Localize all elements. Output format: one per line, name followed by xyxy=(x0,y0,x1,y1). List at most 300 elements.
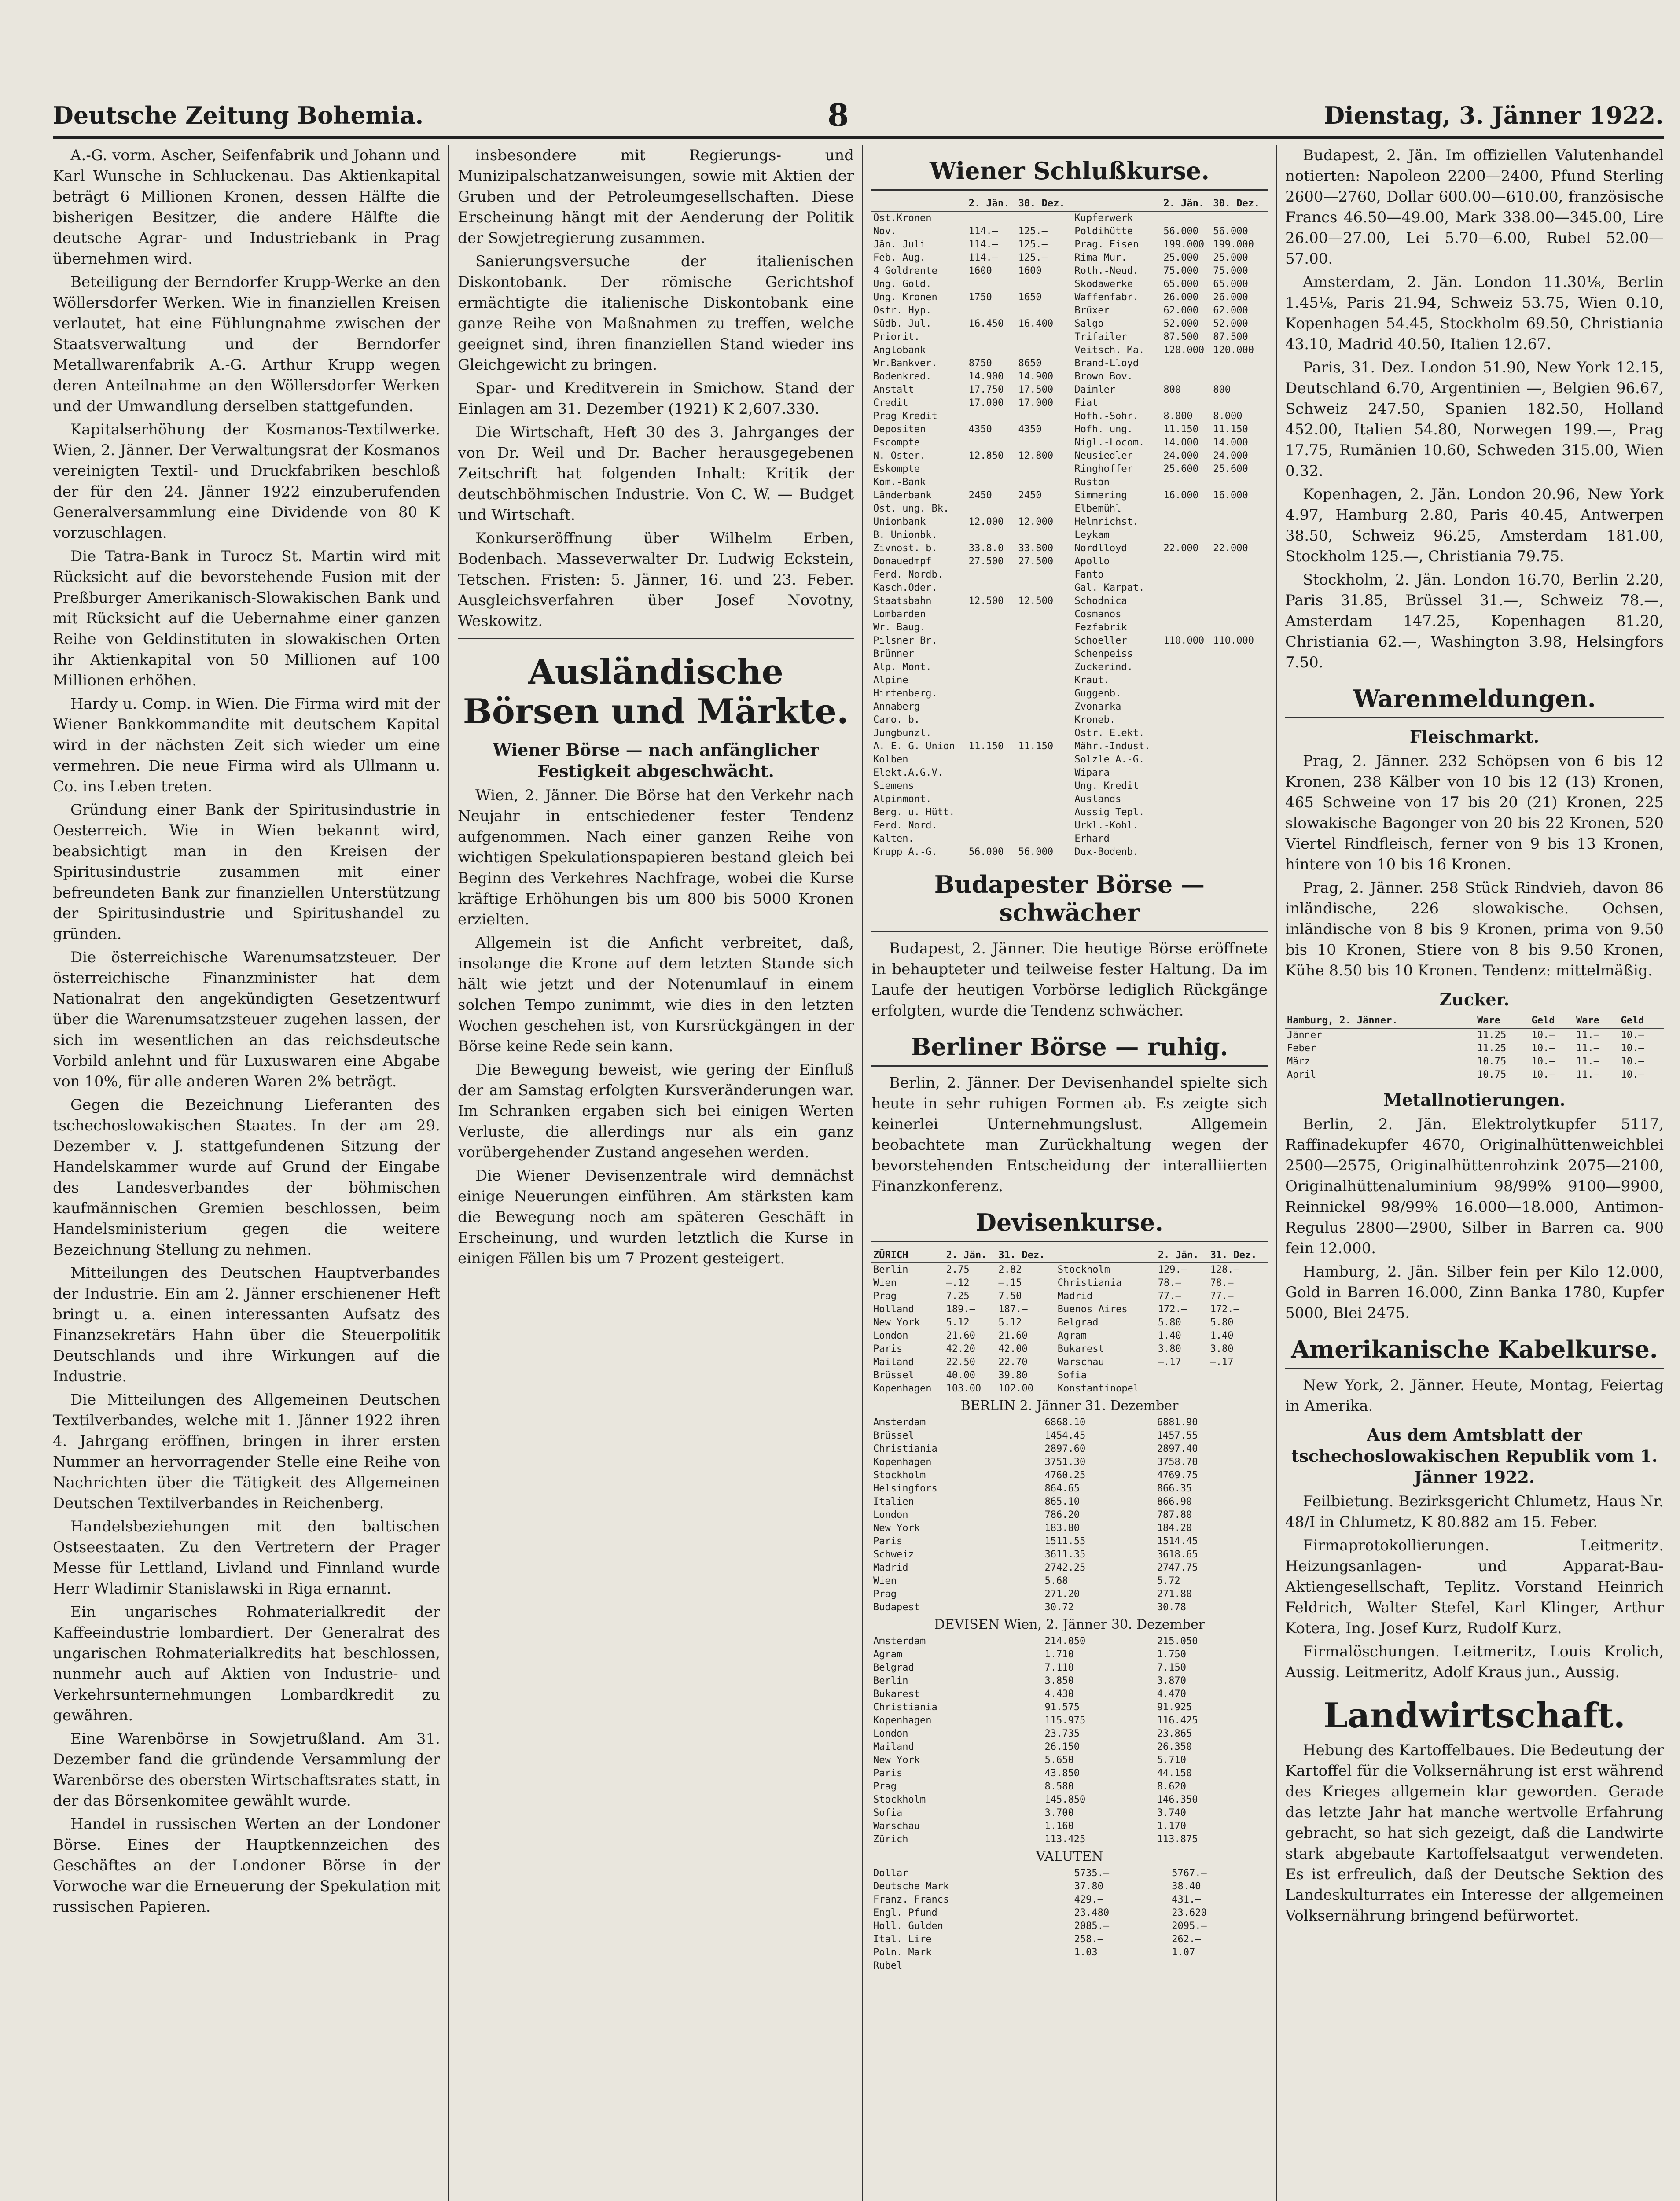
table-row xyxy=(871,832,1268,846)
table-row xyxy=(871,1688,1268,1701)
exchange-rates-heading: Devisenkurse. xyxy=(871,1208,1268,1242)
table-cell: Deutsche Mark xyxy=(873,1881,949,1892)
table-row xyxy=(871,1648,1268,1661)
table-row xyxy=(871,1416,1268,1429)
article-paragraph: Handelsbeziehungen mit den baltischen Ostseestaaten. Zu den Vertretern der Prager Messe für Lettland, Livland und Finnland wurde Herr Wladimir Stanislawski in Riga ernannt. xyxy=(53,1518,440,1597)
table-cell: 52.000 xyxy=(1163,318,1198,329)
vienna-exchange-report xyxy=(458,785,854,1269)
table-cell: 2747.75 xyxy=(1157,1562,1198,1573)
table-cell xyxy=(967,211,1017,225)
table-cell: Sofia xyxy=(873,1807,903,1818)
table-cell: 1600 xyxy=(1018,265,1042,276)
column-4 xyxy=(1285,145,1664,2201)
agriculture-heading: Landwirtschaft. xyxy=(1323,1696,1625,1736)
table-cell: 786.20 xyxy=(1044,1509,1080,1520)
table-cell: 56.000 xyxy=(1018,847,1054,858)
table-cell: Kopenhagen xyxy=(873,1457,932,1468)
table-cell xyxy=(967,819,1017,832)
table-cell: 3.700 xyxy=(1044,1807,1074,1818)
table-row xyxy=(871,370,1268,383)
table-cell: Ung. Gold. xyxy=(873,279,932,290)
table-cell: Ung. Kronen xyxy=(873,292,937,303)
table-cell: 7.25 xyxy=(946,1291,970,1302)
table-row xyxy=(871,568,1268,582)
table-cell xyxy=(1211,357,1268,370)
table-cell: 38.40 xyxy=(1172,1881,1201,1892)
berlin-exchange-heading: Berliner Börse — ruhig. xyxy=(871,1033,1268,1067)
table-cell: A. E. G. Union xyxy=(873,741,955,752)
table-cell: Ost. ung. Bk. xyxy=(873,503,949,514)
table-row xyxy=(871,1754,1268,1767)
table-cell: Berlin xyxy=(873,1675,908,1686)
table-row xyxy=(871,1277,1268,1290)
table-row xyxy=(871,1933,1268,1946)
table-row xyxy=(871,753,1268,766)
table-cell xyxy=(1017,727,1073,740)
foreign-exchange-reports xyxy=(1285,145,1664,673)
table-cell: Mailand xyxy=(873,1741,914,1752)
table-cell: 10.75 xyxy=(1477,1056,1507,1067)
table-cell: 6868.10 xyxy=(1044,1417,1086,1428)
table-row xyxy=(871,463,1268,476)
table-cell xyxy=(967,582,1017,595)
table-cell: 1.750 xyxy=(1157,1649,1186,1660)
table-cell xyxy=(1162,648,1211,661)
table-row xyxy=(1285,1042,1664,1055)
table-cell: 16.000 xyxy=(1163,490,1198,501)
table-cell: 8750 xyxy=(968,358,992,369)
column-rule xyxy=(862,145,863,2201)
vienna-closing-heading: Wiener Schlußkurse. xyxy=(871,157,1268,191)
valuten-heading: VALUTEN xyxy=(1036,1849,1103,1864)
article-paragraph: Die österreichische Warenumsatzsteuer. Der österreichische Finanzminister hat dem Nationalrat den angekündigten Gesetzentwurf über die Warenumsatzsteuer zugehen lassen, der sich im wesentlichen an das reichsdeutsche Vorbild anlehnt und für Luxuswaren eine Abgabe von 10%, für alle anderen Waren 2% beträgt. xyxy=(53,949,440,1090)
table-cell xyxy=(1162,476,1211,489)
table-cell: 1511.55 xyxy=(1044,1536,1086,1547)
table-cell: 1.07 xyxy=(1172,1947,1195,1958)
table-cell xyxy=(1162,806,1211,819)
table-cell: 21.60 xyxy=(998,1330,1028,1341)
table-cell: 65.000 xyxy=(1213,279,1248,290)
table-cell: 5.80 xyxy=(1210,1317,1234,1328)
table-cell: Ringhoffer xyxy=(1074,464,1133,475)
table-cell: Amsterdam xyxy=(873,1417,926,1428)
table-cell: 7.110 xyxy=(1044,1662,1074,1673)
table-row xyxy=(871,1807,1268,1820)
table-cell xyxy=(967,661,1017,674)
section-heading-foreign-markets: Ausländische Börsen und Märkte. xyxy=(463,652,849,732)
table-cell: Wipara xyxy=(1074,767,1110,778)
table-cell xyxy=(1211,687,1268,700)
table-row xyxy=(871,1382,1268,1395)
berlin-rates-heading: BERLIN 2. Jänner 31. Dezember xyxy=(960,1398,1179,1413)
table-header-cell xyxy=(871,197,967,211)
sugar-heading: Zucker. xyxy=(1439,990,1510,1009)
budapest-exchange-report: Budapest, 2. Jänner. Die heutige Börse eröffnete in behaupteter und teilweise fester Haltung. Da im Laufe der heutigen Vorbörse lediglich Rückgänge erfolgten, wurde die Tendenz schwächer. xyxy=(871,940,1268,1020)
table-cell: 87.500 xyxy=(1213,331,1248,342)
table-cell: 187.— xyxy=(998,1304,1028,1315)
table-row xyxy=(871,1482,1268,1495)
table-cell xyxy=(1017,278,1073,291)
table-cell: 2897.60 xyxy=(1044,1443,1086,1454)
gazette-notice: Feilbietung. Bezirksgericht Chlumetz, Haus Nr. 48/I in Chlumetz, K 80.882 am 15. Feber. xyxy=(1285,1493,1664,1531)
metal-report: Berlin, 2. Jän. Elektrolytkupfer 5117, Raffinadekupfer 4670, Originalhüttenweichblei 2500—2575, Originalhüttenrohzink 2075—2100, Originalhüttenaluminium 98/99% 9100—9900, Reinnickel 98/99% 16.000—18.000, Antimon-Regulus 2800—2900, Silber in Barren ca. 900 fein 12.000. xyxy=(1285,1115,1664,1257)
table-cell: 87.500 xyxy=(1163,331,1198,342)
table-cell: Siemens xyxy=(873,780,914,791)
table-header-cell: 30. Dez. xyxy=(1017,197,1073,211)
table-cell: 17.000 xyxy=(968,398,1004,409)
table-row xyxy=(871,846,1268,859)
berlin-exchange-report: Berlin, 2. Jänner. Der Devisenhandel spielte sich heute in sehr ruhigen Formen ab. Es zeigte sich keinerlei Unternehmungslust. Allgemein beobachtete man Zurückhaltung wegen der bevorstehenden Entscheidung der interalliierten Finanzkonferenz. xyxy=(871,1074,1268,1195)
table-cell: 5735.— xyxy=(1074,1868,1110,1879)
table-cell xyxy=(967,634,1017,648)
table-cell: 42.20 xyxy=(946,1343,975,1354)
table-cell: 24.000 xyxy=(1163,450,1198,461)
table-cell xyxy=(1162,582,1211,595)
table-cell: 30.72 xyxy=(1044,1602,1074,1613)
table-cell: 866.90 xyxy=(1157,1496,1192,1507)
table-cell: 5.710 xyxy=(1157,1755,1186,1766)
article-paragraph: Die Wirtschaft, Heft 30 des 3. Jahrganges der von Dr. Weil und Dr. Bacher herausgegebenen Zeitschrift hat folgenden Inhalt: Kritik der deutschböhmischen Industrie. Von C. W. — Budget und Wirtschaft. xyxy=(458,423,854,524)
table-cell: 12.850 xyxy=(968,450,1004,461)
table-row xyxy=(871,819,1268,832)
table-cell: 26.150 xyxy=(1044,1741,1080,1752)
page-number: 8 xyxy=(827,97,849,133)
budapest-exchange-heading: Budapester Börse — schwächer xyxy=(871,870,1268,932)
table-cell: 25.000 xyxy=(1163,252,1198,263)
table-cell: 25.000 xyxy=(1213,252,1248,263)
table-cell xyxy=(1211,753,1268,766)
table-cell xyxy=(967,410,1017,423)
table-cell: Christiania xyxy=(873,1443,937,1454)
table-cell xyxy=(1017,502,1073,515)
column-3 xyxy=(871,145,1268,2201)
table-cell: 3.80 xyxy=(1210,1343,1234,1354)
table-cell: 56.000 xyxy=(1163,226,1198,237)
table-cell: 22.000 xyxy=(1213,543,1248,554)
table-cell: 30.78 xyxy=(1157,1602,1186,1613)
table-cell: Stockholm xyxy=(1057,1264,1110,1275)
table-cell: Budapest xyxy=(873,1602,920,1613)
table-cell: 3.850 xyxy=(1044,1675,1074,1686)
table-cell: 262.— xyxy=(1172,1934,1201,1945)
table-row xyxy=(871,1780,1268,1793)
table-cell: Engl. Pfund xyxy=(873,1907,937,1918)
table-cell: 120.000 xyxy=(1163,345,1205,356)
table-row xyxy=(871,1601,1268,1614)
table-cell xyxy=(1017,648,1073,661)
table-row xyxy=(871,700,1268,714)
table-cell xyxy=(1162,211,1211,225)
table-cell: Amsterdam xyxy=(873,1636,926,1647)
table-cell: 787.80 xyxy=(1157,1509,1192,1520)
table-cell: 11.— xyxy=(1576,1056,1600,1067)
table-cell xyxy=(1017,766,1073,780)
table-cell xyxy=(1209,1382,1268,1395)
table-cell xyxy=(1017,700,1073,714)
table-cell xyxy=(1211,568,1268,582)
table-cell: 14.900 xyxy=(968,371,1004,382)
table-cell: Madrid xyxy=(1057,1291,1093,1302)
table-cell: Belgrad xyxy=(1057,1317,1099,1328)
table-row xyxy=(871,806,1268,819)
table-cell: 23.620 xyxy=(1172,1907,1207,1918)
article-paragraph: A.-G. vorm. Ascher, Seifenfabrik und Johann und Karl Wunsche in Schluckenau. Das Aktienkapital beträgt 6 Millionen Kronen, dessen Hälfte die bisherigen Besitzer, die andere Hälfte die deutsche Agrar- und Industriebank in Prag übernehmen wird. xyxy=(53,147,440,268)
table-cell: 5.12 xyxy=(998,1317,1022,1328)
table-cell xyxy=(1162,357,1211,370)
table-cell: Anglobank xyxy=(873,345,926,356)
table-cell xyxy=(1162,515,1211,529)
table-cell xyxy=(1162,687,1211,700)
table-cell: 125.— xyxy=(1018,239,1048,250)
table-cell: Kraut. xyxy=(1074,675,1110,686)
table-cell: Christiania xyxy=(1057,1277,1122,1288)
table-cell xyxy=(1162,621,1211,634)
table-cell: 11.— xyxy=(1576,1030,1600,1041)
table-cell: 116.425 xyxy=(1157,1715,1198,1726)
table-cell: 6881.90 xyxy=(1157,1417,1198,1428)
table-cell: 37.80 xyxy=(1074,1881,1103,1892)
table-cell: Dux-Bodenb. xyxy=(1074,847,1139,858)
table-cell: Paris xyxy=(873,1536,903,1547)
table-row xyxy=(871,476,1268,489)
table-cell: Ung. Kredit xyxy=(1074,780,1139,791)
table-cell: Paris xyxy=(873,1343,903,1354)
table-row xyxy=(1285,1055,1664,1068)
table-row xyxy=(871,1303,1268,1316)
article-paragraph: Gegen die Bezeichnung Lieferanten des tschechoslowakischen Staates. In der am 29. Dezember v. J. stattgefundenen Sitzung der Handelskammer wurde auf Grund der Eingabe des Landesverbandes der böhmischen kaufmännischen Gremien beschlossen, beim Handelsministerium gegen die weitere Bezeichnung Stellung zu nehmen. xyxy=(53,1096,440,1259)
table-cell: 42.00 xyxy=(998,1343,1028,1354)
table-cell xyxy=(1017,582,1073,595)
table-cell: 1.170 xyxy=(1157,1821,1186,1832)
table-header-cell: 2. Jän. xyxy=(967,197,1017,211)
table-row xyxy=(871,410,1268,423)
article-paragraph: Beteiligung der Berndorfer Krupp-Werke an den Wöllersdorfer Werken. Wie in finanziellen Kreisen verlautet, hat eine Fühlungnahme zwischen der Staatsverwaltung und der Berndorfer Metallwarenfabrik A.-G. Arthur Krupp wegen deren Anteilnahme an den Wöllersdorfer Werken und der Umwandlung derselben stattgefunden. xyxy=(53,273,440,415)
table-cell: Kroneb. xyxy=(1074,714,1116,725)
table-row xyxy=(871,542,1268,555)
exchange-report: Budapest, 2. Jän. Im offiziellen Valutenhandel notierten: Napoleon 2200—2400, Pfund Sterling 2600—2760, Dollar 600.00—610.00, französische Francs 46.50—49.00, Mark 338.00—345.00, Lire 26.00—27.00, Lei 5.70—6.00, Rubel 52.00—57.00. xyxy=(1285,147,1664,268)
table-cell: London xyxy=(873,1330,908,1341)
table-cell: 2450 xyxy=(968,490,992,501)
table-cell xyxy=(967,832,1017,846)
table-row xyxy=(871,502,1268,515)
table-cell: 1.03 xyxy=(1074,1947,1098,1958)
table-cell: 11.— xyxy=(1576,1043,1600,1054)
table-cell xyxy=(1162,780,1211,793)
table-cell: Wr. Baug. xyxy=(873,622,926,633)
table-cell: 26.000 xyxy=(1163,292,1198,303)
table-cell xyxy=(1211,648,1268,661)
table-cell xyxy=(967,793,1017,806)
table-cell: Italien xyxy=(873,1496,914,1507)
table-row xyxy=(871,238,1268,251)
table-cell: Daimler xyxy=(1074,384,1116,395)
table-header-cell: 31. Dez. xyxy=(996,1248,1055,1263)
table-cell: 199.000 xyxy=(1163,239,1205,250)
table-row xyxy=(871,1343,1268,1356)
table-cell: Jänner xyxy=(1287,1030,1322,1041)
table-cell: Südb. Jul. xyxy=(873,318,932,329)
table-cell xyxy=(1211,740,1268,753)
table-cell: Brüxer xyxy=(1074,305,1110,316)
issue-date: Dienstag, 3. Jänner 1922. xyxy=(1324,101,1664,129)
table-cell: 26.000 xyxy=(1213,292,1248,303)
vienna-exchange-heading: Wiener Börse — nach anfänglicher Festigkeit abgeschwächt. xyxy=(493,740,819,781)
table-cell: 5767.— xyxy=(1172,1868,1207,1879)
table-cell xyxy=(1211,515,1268,529)
table-cell: 1.710 xyxy=(1044,1649,1074,1660)
table-row xyxy=(871,1356,1268,1369)
table-cell xyxy=(967,608,1017,621)
table-cell: N.-Oster. xyxy=(873,450,926,461)
table-cell: Veitsch. Ma. xyxy=(1074,345,1145,356)
table-row xyxy=(871,423,1268,436)
table-header-cell: Hamburg, 2. Jänner. xyxy=(1285,1014,1475,1028)
table-cell xyxy=(1162,661,1211,674)
table-cell: 1454.45 xyxy=(1044,1430,1086,1441)
table-cell: 4.430 xyxy=(1044,1689,1074,1700)
table-cell: 33.800 xyxy=(1018,543,1054,554)
report-paragraph: Wien, 2. Jänner. Die Börse hat den Verkehr nach Neujahr in entschiedener fester Tendenz aufgenommen. Nach einer ganzen Reihe von wichtigen Spekulationspapieren bestand gleich bei Beginn des Verkehres Nachfrage, wobei die Kurse kräftige Erhöhungen bis um 800 bis 5000 Kronen erzielten. xyxy=(458,787,854,928)
table-row xyxy=(871,1946,1268,1959)
table-cell: 271.80 xyxy=(1157,1589,1192,1600)
table-cell: 77.— xyxy=(1210,1291,1234,1302)
table-header-cell: 30. Dez. xyxy=(1211,197,1268,211)
table-cell xyxy=(1162,819,1211,832)
article-paragraph: Eine Warenbörse in Sowjetrußland. Am 31. Dezember fand die gründende Versammlung der Warenbörse des obersten Wirtschaftsrates statt, in der das Börsenkomitee gewählt wurde. xyxy=(53,1730,440,1810)
table-cell: 56.000 xyxy=(968,847,1004,858)
table-cell: 8.620 xyxy=(1157,1781,1186,1792)
table-row xyxy=(871,793,1268,806)
table-row xyxy=(871,634,1268,648)
table-cell xyxy=(1162,397,1211,410)
table-cell: 120.000 xyxy=(1213,345,1254,356)
table-cell xyxy=(1211,595,1268,608)
table-row xyxy=(871,1316,1268,1329)
table-cell: 43.850 xyxy=(1044,1768,1080,1779)
table-cell: 17.500 xyxy=(1018,384,1054,395)
meat-market-heading: Fleischmarkt. xyxy=(1409,727,1540,747)
table-cell: London xyxy=(873,1728,908,1739)
table-cell xyxy=(1209,1369,1268,1382)
exchange-report: Paris, 31. Dez. London 51.90, New York 12.15, Deutschland 6.70, Argentinien —, Belgien 96.67, Schweiz 247.50, Spanien 182.50, Holland 452.00, Italien 54.80, Norwegen 199.—, Prag 17.75, Rumänien 10.60, Schweden 315.00, Wien 0.32. xyxy=(1285,359,1664,480)
table-row xyxy=(871,1959,1268,1973)
table-cell: 2.82 xyxy=(998,1264,1022,1275)
table-row xyxy=(871,383,1268,397)
table-cell: Kopenhagen xyxy=(873,1383,932,1394)
table-cell: Leykam xyxy=(1074,530,1110,541)
table-cell: Kom.-Bank xyxy=(873,477,926,488)
table-row xyxy=(871,357,1268,370)
table-cell: Wien xyxy=(873,1277,897,1288)
table-row xyxy=(871,1820,1268,1833)
table-cell: 12.000 xyxy=(1018,516,1054,527)
table-cell: —.15 xyxy=(998,1277,1022,1288)
table-cell: Sofia xyxy=(1057,1370,1087,1381)
table-row xyxy=(871,1880,1268,1893)
table-row xyxy=(871,595,1268,608)
table-cell: 78.— xyxy=(1158,1277,1181,1288)
table-header-cell: Geld xyxy=(1530,1014,1574,1028)
table-cell: 4 Goldrente xyxy=(873,265,937,276)
table-cell: Jungbunzl. xyxy=(873,728,932,739)
table-cell: Depositen xyxy=(873,424,926,435)
table-cell: Anstalt xyxy=(873,384,914,395)
table-cell: 33.8.0 xyxy=(968,543,1004,554)
table-cell xyxy=(1162,568,1211,582)
table-row xyxy=(1285,1068,1664,1082)
column-2-articles xyxy=(458,145,854,632)
table-cell: Aussig Tepl. xyxy=(1074,807,1145,818)
table-cell xyxy=(1162,595,1211,608)
table-cell xyxy=(967,436,1017,449)
table-cell: New York xyxy=(873,1317,920,1328)
table-cell: Berlin xyxy=(873,1264,908,1275)
table-row xyxy=(871,582,1268,595)
vienna-devisen-heading: DEVISEN Wien, 2. Jänner 30. Dezember xyxy=(934,1617,1205,1632)
table-row xyxy=(871,1701,1268,1714)
table-cell: 10.— xyxy=(1621,1030,1644,1041)
table-row xyxy=(871,291,1268,304)
table-cell: 23.865 xyxy=(1157,1728,1192,1739)
table-cell xyxy=(1211,806,1268,819)
article-paragraph: Hardy u. Comp. in Wien. Die Firma wird mit der Wiener Bankkommandite mit deutschem Kapital wird in der nächsten Zeit sich wieder um eine vermehren. Die neue Firma wird als Ullmann u. Co. ins Leben treten. xyxy=(53,695,440,795)
table-header-cell: ZÜRICH xyxy=(871,1248,945,1263)
table-cell: 62.000 xyxy=(1213,305,1248,316)
table-cell: Helmrichst. xyxy=(1074,516,1139,527)
table-cell: 11.— xyxy=(1576,1069,1600,1080)
table-row xyxy=(871,621,1268,634)
column-rule xyxy=(1276,145,1277,2201)
table-cell: 25.600 xyxy=(1163,464,1198,475)
table-cell: 4350 xyxy=(968,424,992,435)
table-row xyxy=(871,1495,1268,1509)
table-cell xyxy=(1170,1959,1268,1973)
table-cell xyxy=(967,806,1017,819)
table-cell: Pilsner Br. xyxy=(873,635,937,646)
table-row xyxy=(871,225,1268,238)
table-cell: Fezfabrik xyxy=(1074,622,1127,633)
table-cell: 10.— xyxy=(1531,1069,1555,1080)
table-cell xyxy=(1017,304,1073,317)
table-cell: 5.650 xyxy=(1044,1755,1074,1766)
table-row xyxy=(871,489,1268,502)
table-cell: 199.000 xyxy=(1213,239,1254,250)
table-cell xyxy=(1211,766,1268,780)
table-cell: 65.000 xyxy=(1163,279,1198,290)
table-header-cell xyxy=(1056,1248,1156,1263)
table-cell xyxy=(1162,740,1211,753)
table-cell: Eskompte xyxy=(873,464,920,475)
table-cell: 22.000 xyxy=(1163,543,1198,554)
table-cell: 10.— xyxy=(1621,1043,1644,1054)
table-header-cell: 2. Jän. xyxy=(1162,197,1211,211)
table-row xyxy=(871,1893,1268,1907)
table-cell: 189.— xyxy=(946,1304,975,1315)
table-cell: Ruston xyxy=(1074,477,1110,488)
table-row xyxy=(871,1509,1268,1522)
table-cell: Schenpeiss xyxy=(1074,648,1133,659)
newspaper-title: Deutsche Zeitung Bohemia. xyxy=(53,101,424,129)
table-cell: 11.150 xyxy=(1163,424,1198,435)
table-cell xyxy=(1162,529,1211,542)
table-row xyxy=(871,1575,1268,1588)
table-cell: Hofh. ung. xyxy=(1074,424,1133,435)
table-cell: Hirtenberg. xyxy=(873,688,937,699)
table-cell: Bodenkred. xyxy=(873,371,932,382)
table-row xyxy=(871,1588,1268,1601)
table-cell: Krupp A.-G. xyxy=(873,847,937,858)
table-cell: Kolben xyxy=(873,754,908,765)
